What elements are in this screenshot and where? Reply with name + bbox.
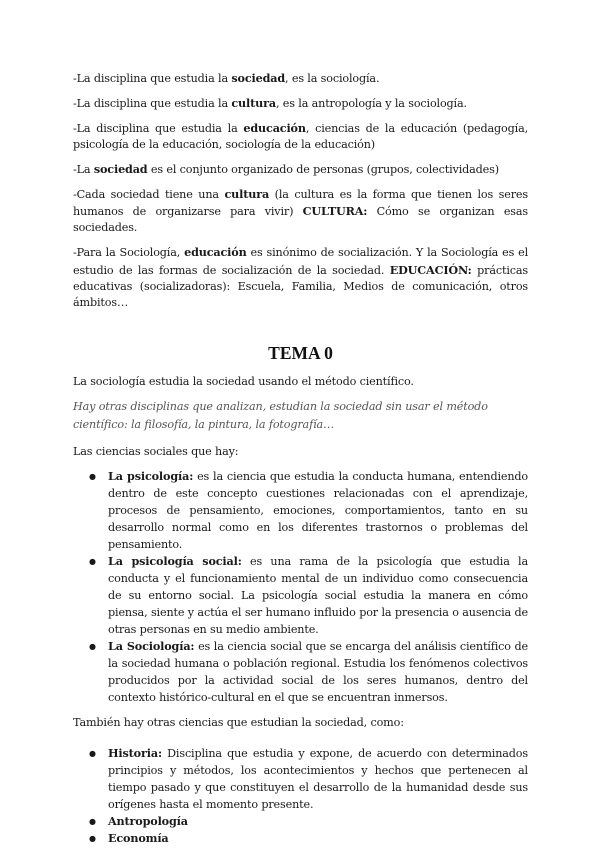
note-line: -La disciplina que estudia la educación, ciencias de la educación (pedagogía, psicología de la educación, sociología de la educación) — [73, 120, 529, 151]
note-line: -La sociedad es el conjunto organizado de personas (grupos, colectividades) — [73, 161, 499, 176]
list-item: ● Historia: Disciplina que estudia y expone, de acuerdo con determinados principios y métodos, los acontecimientos y hechos que pertenecen al tiempo pasado y que constituyen el desarrollo de la humanidad desde sus orígenes hasta el momento presente. — [108, 745, 528, 813]
list-item: ● Antropología — [108, 813, 528, 830]
paragraph-other-sciences-intro: También hay otras ciencias que estudian la sociedad, como: — [73, 715, 404, 729]
note-line: -La disciplina que estudia la cultura, es la antropología y la sociología. — [73, 95, 467, 110]
list-item: ● La psicología social: es una rama de la psicología que estudia la conducta y el funcionamiento mental de un individuo como consecuencia de su entorno social. La psicología social estudia la manera en cómo piensa, siente y actúa el ser humano influido por la presencia o ausencia de otras personas en su medio ambiente. — [108, 553, 528, 638]
section-heading: TEMA 0 — [268, 342, 333, 363]
paragraph-definition: La sociología estudia la sociedad usando el método científico. — [73, 374, 414, 388]
intro-notes — [73, 70, 528, 312]
list-item: ● La Sociología: es la ciencia social que se encarga del análisis científico de la sociedad humana o población regional. Estudia los fenómenos colectivos producidos por la actividad social de los seres humanos, dentro del contexto histórico-cultural en el que se encuentran inmersos. — [108, 638, 528, 706]
list-item: ● La psicología: es la ciencia que estudia la conducta humana, entendiendo dentro de este concepto cuestiones relacionadas con el aprendizaje, procesos de pensamiento, emociones, comportamientos, tanto en su desarrollo normal como en los diferentes trastornos o problemas del pensamiento. — [108, 468, 528, 553]
social-sciences-list — [73, 468, 528, 706]
note-line: -La disciplina que estudia la sociedad, es la sociología. — [73, 71, 380, 85]
note-line: -Para la Sociología, educación es sinónimo de socialización. Y la Sociología es el estudio de las formas de socialización de la sociedad. EDUCACIÓN: prácticas educativas (socializadoras): Escuela, Familia, Medios de comunicación, otros ámbitos… — [73, 245, 528, 310]
paragraph-social-sciences-intro: Las ciencias sociales que hay: — [73, 444, 239, 458]
other-sciences-list — [73, 745, 528, 847]
paragraph-other-disciplines: Hay otras disciplinas que analizan, estudian la sociedad sin usar el método científico: la filosofía, la pintura, la fotografía… — [73, 399, 488, 431]
list-item: ● Economía — [108, 830, 528, 847]
note-line: -Cada sociedad tiene una cultura (la cultura es la forma que tienen los seres humanos de organizarse para vivir) CULTURA: Cómo se organizan esas sociedades. — [73, 186, 528, 235]
